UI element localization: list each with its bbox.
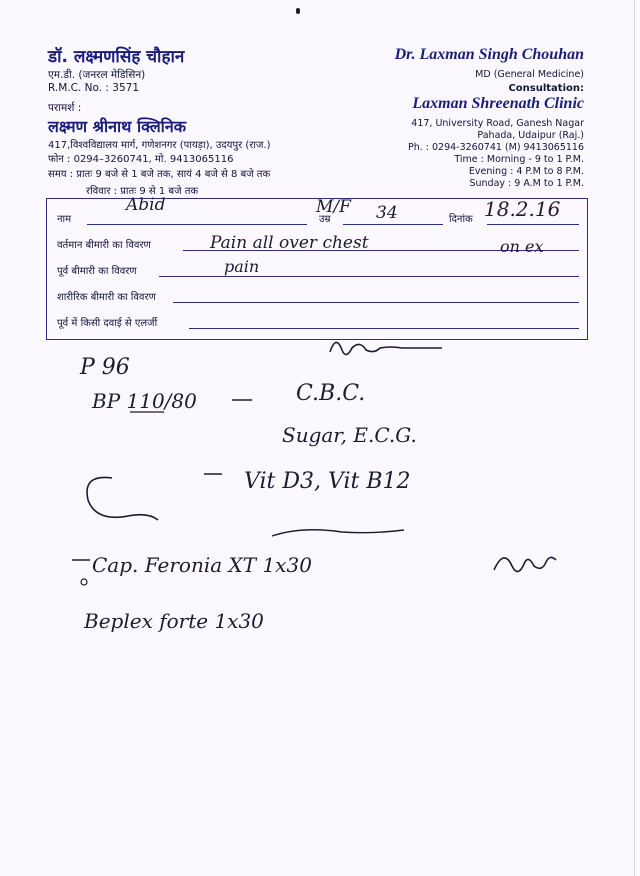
time-sunday-english: Sunday : 9 A.M to 1 P.M. bbox=[469, 178, 584, 189]
address-line1-english: 417, University Road, Ganesh Nagar bbox=[411, 118, 584, 129]
hw-rx-2: Beplex forte 1x30 bbox=[84, 609, 264, 633]
consultation-label-hindi: परामर्श : bbox=[48, 102, 82, 114]
past-illness-label: पूर्व बीमारी का विवरण bbox=[57, 266, 137, 277]
time-evening-english: Evening : 4 P.M to 8 P.M. bbox=[468, 166, 584, 177]
bullet-mark bbox=[81, 579, 87, 585]
clinic-name-hindi: लक्ष्मण श्रीनाथ क्लिनिक bbox=[48, 117, 186, 136]
phone-hindi: फोन : 0294–3260741, मो. 9413065116 bbox=[48, 154, 234, 165]
hw-sugar-ecg: Sugar, E.C.G. bbox=[282, 423, 417, 447]
phone-english: Ph. : 0294-3260741 (M) 9413065116 bbox=[407, 142, 584, 153]
address-line2-english: Pahada, Udaipur (Raj.) bbox=[477, 130, 584, 141]
clinic-name-english: Laxman Shreenath Clinic bbox=[412, 95, 584, 112]
hw-sex: M/F bbox=[316, 197, 351, 217]
hw-current-illness-extra: on ex bbox=[500, 237, 544, 256]
age-label: उम्र bbox=[319, 214, 331, 225]
hw-pulse: P 96 bbox=[80, 355, 130, 380]
dose-scribble bbox=[494, 557, 556, 571]
hindi-scribble bbox=[272, 530, 404, 536]
allergy-label: पूर्व में किसी दवाई से एलर्जी bbox=[57, 318, 158, 329]
consultation-label-english: Consultation: bbox=[508, 83, 584, 94]
qualification-hindi: एम.डी. (जनरल मेडिसिन) bbox=[48, 69, 146, 81]
signature-scribble bbox=[330, 342, 442, 354]
hw-vitamins: Vit D3, Vit B12 bbox=[244, 469, 411, 494]
name-label: नाम bbox=[57, 214, 72, 225]
hw-rx-1: Cap. Feronia XT 1x30 bbox=[92, 553, 312, 577]
hw-cbc: C.B.C. bbox=[296, 381, 366, 406]
hw-current-illness: Pain all over chest bbox=[210, 233, 369, 253]
physical-label: शारीरिक बीमारी का विवरण bbox=[57, 292, 156, 303]
curl-scribble bbox=[87, 477, 158, 520]
timing-hindi: समय : प्रातः 9 बजे से 1 बजे तक, सायं 4 बजे से 8 बजे तक bbox=[48, 169, 271, 180]
hw-bp: BP 110/80 bbox=[92, 389, 197, 413]
hw-patient-name: Abid bbox=[126, 195, 166, 215]
doctor-name-english: Dr. Laxman Singh Chouhan bbox=[394, 46, 584, 63]
hw-date: 18.2.16 bbox=[484, 197, 561, 221]
qualification-english: MD (General Medicine) bbox=[475, 69, 584, 80]
time-morning-english: Time : Morning - 9 to 1 P.M. bbox=[454, 154, 584, 165]
hw-past-illness: pain bbox=[224, 257, 260, 276]
date-label: दिनांक bbox=[449, 214, 473, 225]
rmc-number: R.M.C. No. : 3571 bbox=[48, 82, 140, 94]
sunday-timing-hindi: रविवार : प्रातः 9 से 1 बजे तक bbox=[86, 186, 199, 197]
address-hindi: 417,विश्वविद्यालय मार्ग, गणेशनगर (पायड़ा), उदयपुर (राज.) bbox=[48, 140, 271, 151]
doctor-name-hindi: डॉ. लक्ष्मणसिंह चौहान bbox=[48, 47, 185, 67]
current-illness-label: वर्तमान बीमारी का विवरण bbox=[57, 240, 151, 251]
hw-age: 34 bbox=[376, 203, 398, 223]
